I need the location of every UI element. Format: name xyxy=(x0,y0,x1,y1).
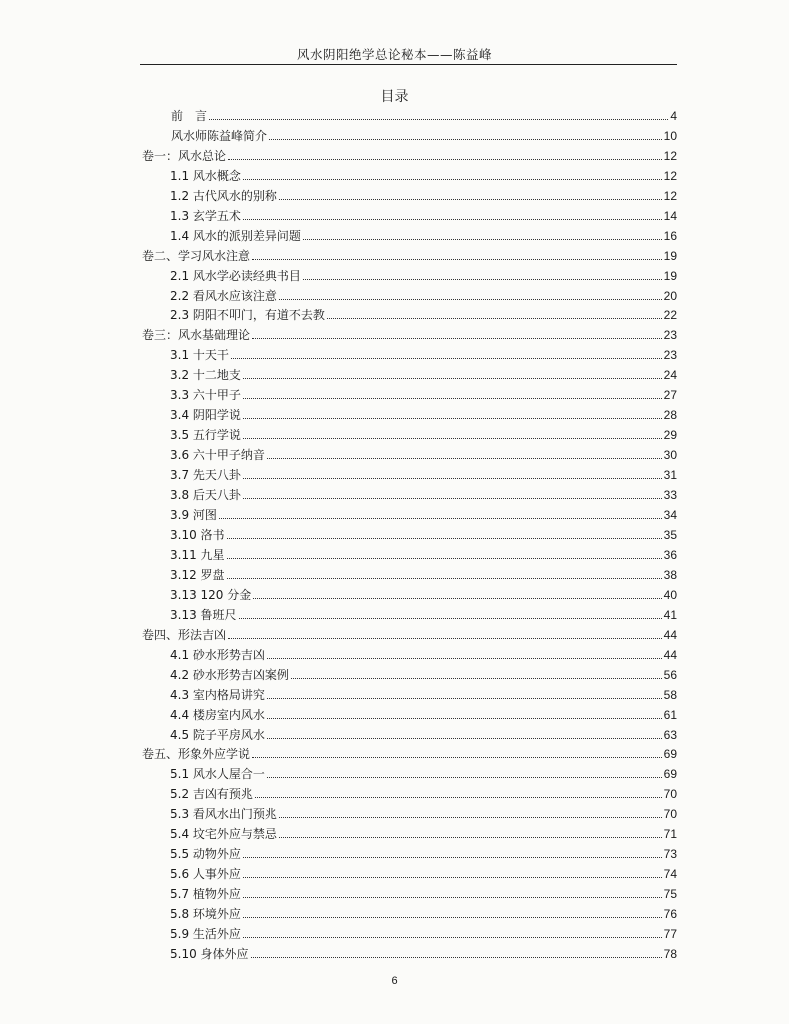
toc-entry[interactable] xyxy=(170,702,677,722)
dot-leader xyxy=(303,279,662,280)
toc-entry-label: 风水师陈益峰简介 xyxy=(171,128,268,143)
toc-entry-page: 74 xyxy=(663,867,677,882)
toc-entry-page: 44 xyxy=(663,647,677,662)
toc-entry-page: 4 xyxy=(670,108,677,123)
toc-entry[interactable] xyxy=(170,183,677,203)
toc-entry-label: 4.5 院子平房风水 xyxy=(170,727,265,742)
dot-leader xyxy=(239,618,662,619)
toc-entry-page: 76 xyxy=(663,907,677,922)
dot-leader xyxy=(252,338,662,339)
toc-entry-label: 3.13 120 分金 xyxy=(170,587,252,602)
toc-entry-label: 3.8 后天八卦 xyxy=(170,488,241,503)
toc-entry-page: 24 xyxy=(663,368,677,383)
toc-entry[interactable] xyxy=(170,941,677,961)
toc-entry-page: 10 xyxy=(663,128,677,143)
toc-entry[interactable] xyxy=(170,442,677,462)
toc-entry-page: 12 xyxy=(663,148,677,163)
toc-entry-page: 12 xyxy=(663,168,677,183)
toc-entry-page: 58 xyxy=(663,687,677,702)
toc-entry-label: 3.5 五行学说 xyxy=(170,428,241,443)
header-divider xyxy=(140,64,677,65)
dot-leader xyxy=(243,897,662,898)
toc-entry-label: 2.1 风水学必读经典书目 xyxy=(170,268,301,283)
toc-entry[interactable] xyxy=(170,642,677,662)
toc-entry-label: 3.4 阴阳学说 xyxy=(170,408,241,423)
toc-entry-page: 34 xyxy=(663,508,677,523)
toc-entry-label: 3.9 河图 xyxy=(170,508,217,523)
dot-leader xyxy=(303,239,662,240)
toc-entry-page: 29 xyxy=(663,428,677,443)
toc-entry-label: 4.4 楼房室内风水 xyxy=(170,707,265,722)
dot-leader xyxy=(227,578,662,579)
toc-entry-page: 36 xyxy=(663,547,677,562)
dot-leader xyxy=(219,518,662,519)
dot-leader xyxy=(228,638,662,639)
toc-entry[interactable] xyxy=(170,263,677,283)
toc-entry-label: 1.1 风水概念 xyxy=(170,168,241,183)
toc-entry[interactable] xyxy=(170,662,677,682)
toc-entry[interactable] xyxy=(170,921,677,941)
toc-entry[interactable] xyxy=(170,542,677,562)
toc-entry[interactable] xyxy=(171,123,677,143)
page-number: 6 xyxy=(391,975,398,987)
toc-entry-label: 5.1 风水人屋合一 xyxy=(170,767,265,782)
toc-entry-page: 75 xyxy=(663,887,677,902)
toc-entry-label: 5.10 身体外应 xyxy=(170,946,249,961)
toc-entry-label: 1.2 古代风水的别称 xyxy=(170,188,277,203)
toc-entry-label: 1.3 玄学五术 xyxy=(170,208,241,223)
dot-leader xyxy=(243,877,662,878)
toc-entry-label: 1.4 风水的派别差异问题 xyxy=(170,228,301,243)
toc-entry-page: 40 xyxy=(663,587,677,602)
toc-entry-label: 3.1 十天干 xyxy=(170,348,229,363)
toc-entry[interactable] xyxy=(170,682,677,702)
toc-entry-label: 5.6 人事外应 xyxy=(170,867,241,882)
toc-entry-label: 卷四、形法吉凶 xyxy=(142,627,227,642)
dot-leader xyxy=(291,678,662,679)
toc-entry[interactable] xyxy=(170,382,677,402)
dot-leader xyxy=(243,398,662,399)
toc-entry-page: 38 xyxy=(663,567,677,582)
toc-entry-page: 70 xyxy=(663,807,677,822)
toc-entry[interactable] xyxy=(170,163,677,183)
dot-leader xyxy=(243,179,662,180)
toc-entry-page: 19 xyxy=(663,248,677,263)
toc-entry-page: 78 xyxy=(663,946,677,961)
toc-entry-label: 5.4 坟宅外应与禁忌 xyxy=(170,827,277,842)
toc-entry-label: 卷五、形象外应学说 xyxy=(142,747,251,762)
toc-entry[interactable] xyxy=(170,303,677,323)
toc-entry-page: 23 xyxy=(663,328,677,343)
toc-entry-label: 5.2 吉凶有预兆 xyxy=(170,787,253,802)
toc-entry-page: 22 xyxy=(663,308,677,323)
dot-leader xyxy=(227,558,662,559)
dot-leader xyxy=(243,917,662,918)
toc-entry[interactable] xyxy=(170,482,677,502)
dot-leader xyxy=(243,378,662,379)
toc-entry[interactable] xyxy=(170,722,677,742)
dot-leader xyxy=(252,757,662,758)
toc-entry[interactable] xyxy=(170,821,677,841)
toc-entry-page: 77 xyxy=(663,927,677,942)
dot-leader xyxy=(243,418,662,419)
toc-entry-label: 3.2 十二地支 xyxy=(170,368,241,383)
dot-leader xyxy=(267,458,662,459)
toc-entry-page: 70 xyxy=(663,787,677,802)
toc-entry[interactable] xyxy=(170,881,677,901)
toc-entry-page: 30 xyxy=(663,448,677,463)
toc-entry[interactable] xyxy=(170,761,677,781)
toc-entry-label: 4.2 砂水形势吉凶案例 xyxy=(170,667,289,682)
toc-entry-page: 19 xyxy=(663,268,677,283)
toc-entry-page: 27 xyxy=(663,388,677,403)
toc-entry[interactable] xyxy=(170,422,677,442)
toc-entry-label: 3.11 九星 xyxy=(170,547,225,562)
dot-leader xyxy=(267,777,662,778)
toc-entry[interactable] xyxy=(142,322,677,342)
dot-leader xyxy=(243,857,662,858)
toc-entry-page: 69 xyxy=(663,747,677,762)
toc-entry[interactable] xyxy=(170,342,677,362)
toc-entry-page: 56 xyxy=(663,667,677,682)
toc-entry-page: 28 xyxy=(663,408,677,423)
toc-entry-label: 3.7 先天八卦 xyxy=(170,468,241,483)
dot-leader xyxy=(279,837,662,838)
dot-leader xyxy=(243,498,662,499)
toc-entry[interactable] xyxy=(170,402,677,422)
dot-leader xyxy=(279,199,662,200)
toc-entry-page: 69 xyxy=(663,767,677,782)
toc-entry-page: 71 xyxy=(663,827,677,842)
toc-entry-page: 16 xyxy=(663,228,677,243)
dot-leader xyxy=(327,318,662,319)
toc-entry-label: 2.2 看风水应该注意 xyxy=(170,288,277,303)
toc-entry-label: 3.6 六十甲子纳音 xyxy=(170,448,265,463)
dot-leader xyxy=(255,797,662,798)
toc-entry-label: 5.8 环境外应 xyxy=(170,907,241,922)
dot-leader xyxy=(267,718,662,719)
toc-entry[interactable] xyxy=(170,462,677,482)
toc-entry-label: 3.3 六十甲子 xyxy=(170,388,241,403)
toc-entry-label: 4.3 室内格局讲究 xyxy=(170,687,265,702)
dot-leader xyxy=(252,259,662,260)
running-header: 风水阴阳绝学总论秘本——陈益峰 xyxy=(296,47,492,62)
toc-entry[interactable] xyxy=(170,522,677,542)
toc-entry[interactable] xyxy=(171,103,677,123)
toc-entry-label: 卷三：风水基础理论 xyxy=(142,328,251,343)
dot-leader xyxy=(243,937,662,938)
dot-leader xyxy=(267,658,662,659)
toc-entry-page: 61 xyxy=(663,707,677,722)
toc-entry-page: 14 xyxy=(663,208,677,223)
dot-leader xyxy=(231,358,662,359)
dot-leader xyxy=(228,159,662,160)
dot-leader xyxy=(209,119,668,120)
toc-entry-label: 5.7 植物外应 xyxy=(170,887,241,902)
toc-entry-page: 23 xyxy=(663,348,677,363)
toc-entry-page: 20 xyxy=(663,288,677,303)
toc-entry[interactable] xyxy=(142,742,677,762)
toc-entry[interactable] xyxy=(170,203,677,223)
toc-entry-page: 12 xyxy=(663,188,677,203)
toc-entry[interactable] xyxy=(142,143,677,163)
table-of-contents xyxy=(0,103,789,961)
toc-entry-page: 44 xyxy=(663,627,677,642)
toc-entry[interactable] xyxy=(142,243,677,263)
toc-entry[interactable] xyxy=(170,861,677,881)
toc-entry-label: 5.5 动物外应 xyxy=(170,847,241,862)
toc-entry[interactable] xyxy=(170,502,677,522)
toc-entry-page: 35 xyxy=(663,527,677,542)
toc-entry[interactable] xyxy=(170,362,677,382)
toc-entry-label: 卷一：风水总论 xyxy=(142,148,227,163)
dot-leader xyxy=(279,299,662,300)
dot-leader xyxy=(267,698,662,699)
dot-leader xyxy=(251,957,662,958)
dot-leader xyxy=(243,219,662,220)
dot-leader xyxy=(243,438,662,439)
toc-entry-page: 41 xyxy=(663,607,677,622)
toc-entry-page: 33 xyxy=(663,488,677,503)
toc-entry[interactable] xyxy=(170,901,677,921)
dot-leader xyxy=(227,538,662,539)
toc-entry-label: 5.9 生活外应 xyxy=(170,927,241,942)
toc-entry-page: 31 xyxy=(663,468,677,483)
toc-entry-label: 3.13 鲁班尺 xyxy=(170,607,237,622)
toc-entry[interactable] xyxy=(170,582,677,602)
toc-entry-label: 2.3 阴阳不叩门，有道不去教 xyxy=(170,308,325,323)
toc-entry-label: 3.12 罗盘 xyxy=(170,567,225,582)
dot-leader xyxy=(253,598,661,599)
toc-entry[interactable] xyxy=(170,801,677,821)
toc-entry-page: 63 xyxy=(663,727,677,742)
toc-entry-label: 卷二、学习风水注意 xyxy=(142,248,251,263)
toc-entry[interactable] xyxy=(170,283,677,303)
toc-entry-label: 5.3 看风水出门预兆 xyxy=(170,807,277,822)
dot-leader xyxy=(279,817,662,818)
toc-heading: 目录 xyxy=(380,89,409,105)
toc-entry[interactable] xyxy=(142,622,677,642)
toc-entry[interactable] xyxy=(170,223,677,243)
dot-leader xyxy=(243,478,662,479)
toc-entry[interactable] xyxy=(170,781,677,801)
dot-leader xyxy=(269,139,662,140)
toc-entry[interactable] xyxy=(170,841,677,861)
toc-entry-label: 4.1 砂水形势吉凶 xyxy=(170,647,265,662)
toc-entry-label: 3.10 洛书 xyxy=(170,527,225,542)
toc-entry[interactable] xyxy=(170,562,677,582)
toc-entry-label: 前 言 xyxy=(171,108,208,123)
dot-leader xyxy=(267,738,662,739)
toc-entry[interactable] xyxy=(170,602,677,622)
toc-entry-page: 73 xyxy=(663,847,677,862)
